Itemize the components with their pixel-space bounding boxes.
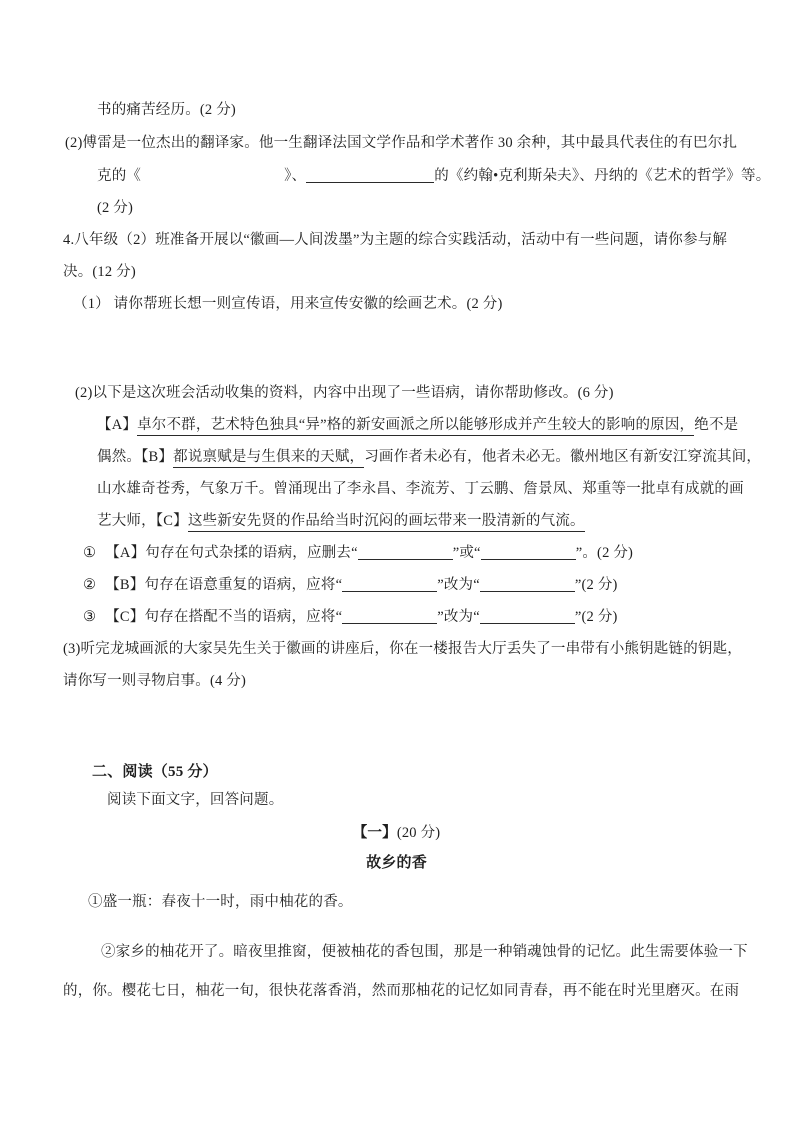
q4-part1: （1） 请你帮班长想一则宣传语，用来宣传安徽的绘画艺术。(2 分): [73, 296, 503, 312]
material-a-label: 【A】: [97, 417, 138, 433]
q4-intro-line1: 4.八年级（2）班准备开展以“徽画—人间泼墨”为主题的综合实践活动，活动中有一些问题，请你参与解: [63, 232, 728, 248]
passage-score: (20 分): [396, 825, 441, 841]
passage-para2-line2: 的，你。樱花七日，柚花一旬，很快花落香消，然而那柚花的记忆如同青春，再不能在时光里磨灭。在雨: [63, 983, 740, 999]
section2-heading: 二、阅读（55 分）: [92, 764, 218, 780]
q-prev-tail: 书的痛苦经历。(2 分): [97, 102, 236, 118]
material-b-underlined: 都说禀赋是与生俱来的天赋，: [173, 449, 364, 468]
q4-part3-line1: (3)听完龙城画派的大家吴先生关于徽画的讲座后，你在一楼报告大厅丢失了一串带有小熊钥匙链的钥匙，: [63, 641, 743, 657]
material-line1: [97, 415, 738, 435]
answer-blank: [342, 576, 437, 592]
answer-blank: [480, 576, 575, 592]
q4-sub3: [83, 607, 618, 627]
q2-blank-mid: 》、: [284, 168, 307, 184]
material-line3: 山水雄奇苍秀，气象万千。曾涌现出了李永昌、李流芳、丁云鹏、詹景凤、郑重等一批卓有成就的画: [97, 481, 744, 497]
q2-blank-pre: 克的《: [97, 168, 142, 184]
circled-3: ③: [83, 609, 97, 625]
q4-sub3-mid: ”改为“: [437, 609, 480, 625]
circled-2: ②: [83, 577, 97, 593]
q2-blank-line: [97, 166, 770, 186]
q4-part3-line2: 请你写一则寻物启事。(4 分): [63, 673, 247, 689]
passage-title: 故乡的香: [366, 855, 427, 871]
material-line4: [97, 511, 585, 531]
q2-score: (2 分): [97, 200, 134, 216]
material-c-pre: 艺大师，【C】: [97, 513, 188, 529]
material-b-pre: 偶然。【B】: [97, 449, 174, 465]
material-line2: [97, 447, 761, 467]
material-c-underlined: 这些新安先贤的作品给当时沉闷的画坛带来一股清新的气流。: [188, 513, 585, 532]
answer-blank: [342, 608, 437, 624]
q4-sub1-post: ”。(2 分): [575, 545, 634, 561]
q4-part2-intro: (2)以下是这次班会活动收集的资料，内容中出现了一些语病，请你帮助修改。(6 分): [75, 385, 614, 401]
answer-blank: [481, 544, 576, 560]
q4-sub2-mid: ”改为“: [437, 577, 480, 593]
q4-sub1: [83, 543, 633, 563]
material-a-underlined: 卓尔不群，艺术特色独具“异”格的新安画派之所以能够形成并产生较大的影响的原因，: [137, 417, 694, 436]
q4-sub2-post: ”(2 分): [574, 577, 618, 593]
section2-instruction: 阅读下面文字，回答问题。: [107, 792, 284, 808]
passage-para1: ①盛一瓶：春夜十一时，雨中柚花的香。: [88, 894, 353, 910]
q4-sub1-pre: 【A】句存在句式杂揉的语病，应删去“: [105, 545, 358, 561]
q4-sub2: [83, 575, 618, 595]
answer-blank: [480, 608, 575, 624]
passage-label: 【一】: [352, 825, 397, 841]
material-a-tail: 绝不是: [694, 417, 739, 433]
q4-sub2-pre: 【B】句存在语意重复的语病，应将“: [105, 577, 343, 593]
q2-intro: (2)傅雷是一位杰出的翻译家。他一生翻译法国文学作品和学术著作 30 余种，其中最具代表住的有巴尔扎: [65, 135, 738, 151]
passage-para2-line1: ②家乡的柚花开了。暗夜里推窗，便被柚花的香包围，那是一种销魂蚀骨的记忆。此生需要体验一下: [101, 944, 748, 960]
q4-sub1-mid: ”或“: [452, 545, 481, 561]
q4-sub3-post: ”(2 分): [574, 609, 618, 625]
answer-blank-author: [306, 167, 434, 183]
material-b-tail: 习画作者未必有，他者未必无。徽州地区有新安江穿流其间，: [364, 449, 762, 465]
answer-blank-book-title: [141, 168, 284, 183]
passage-label-line: [0, 823, 793, 843]
q4-intro-line2: 决。(12 分): [63, 264, 136, 280]
q4-sub3-pre: 【C】句存在搭配不当的语病，应将“: [105, 609, 343, 625]
circled-1: ①: [83, 545, 97, 561]
answer-blank: [358, 544, 453, 560]
q2-blank-post: 的《约翰•克利斯朵夫》、丹纳的《艺术的哲学》等。: [434, 168, 771, 184]
